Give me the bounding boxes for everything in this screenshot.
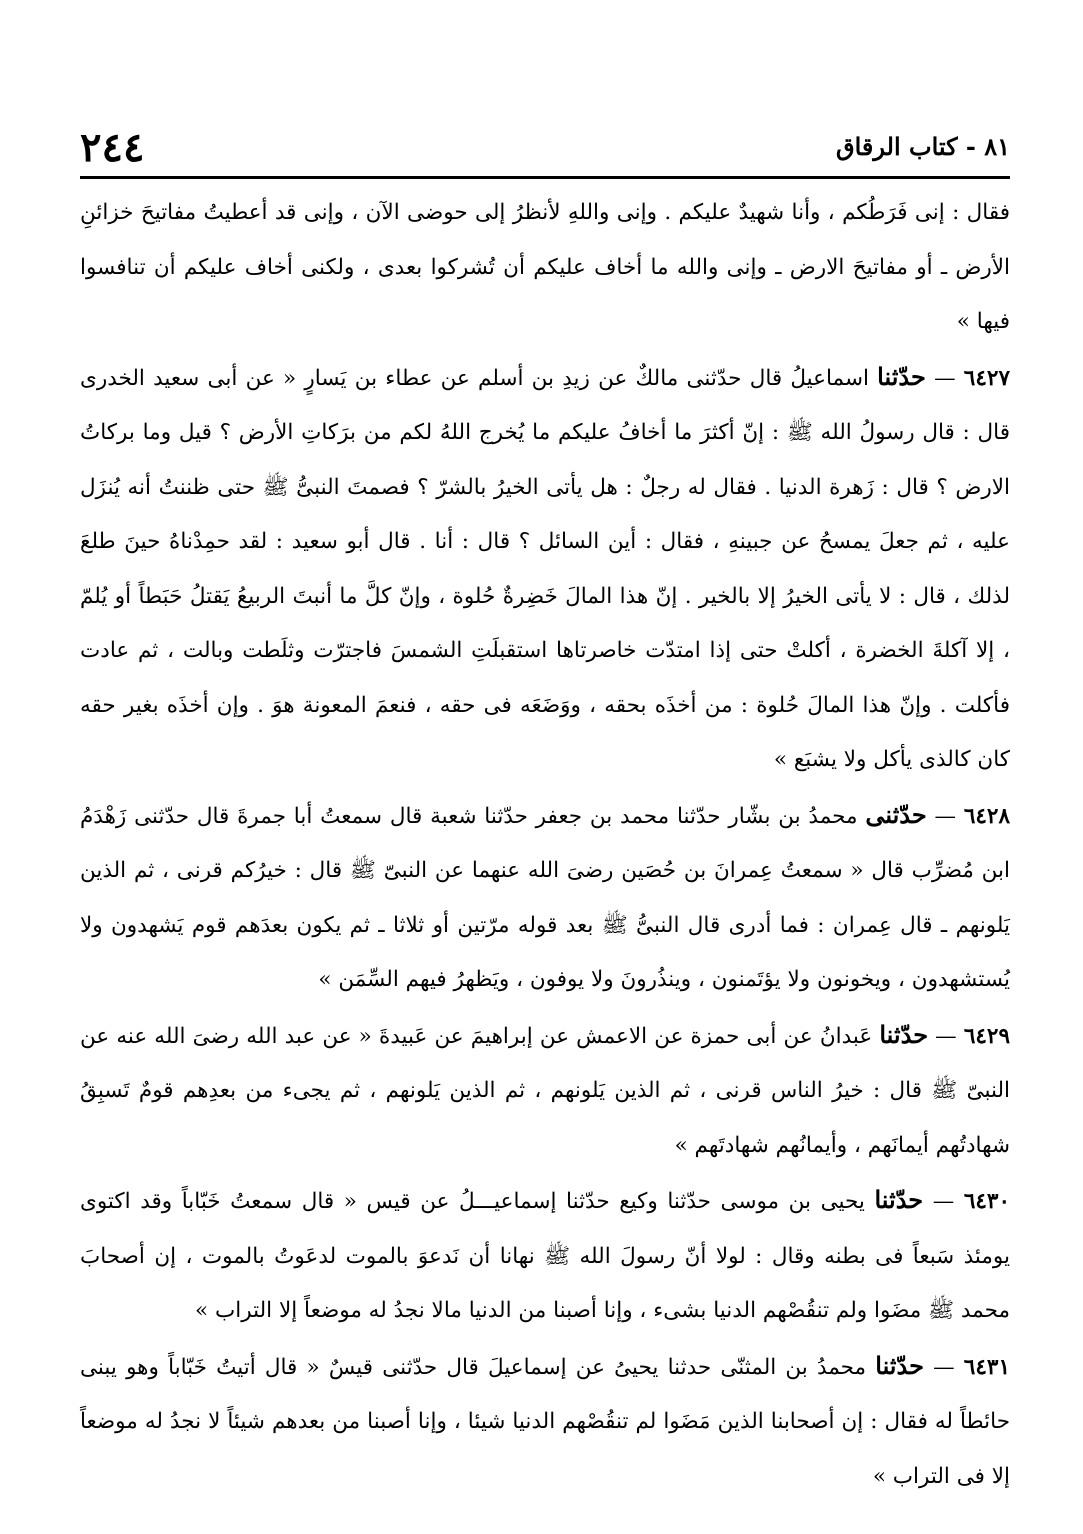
book-title: ٨١ - كتاب الرقاق [835,132,1010,161]
hadith-number: ٦٤٣١ [963,1354,1010,1380]
hadith-number: ٦٤٢٧ [963,365,1010,391]
hadith-6428: ٦٤٢٨ — حدّثنى محمدُ بن بشّار حدّثنا محمد بن جعفر حدّثنا شعبة قال سمعتُ أبا جمرةَ قال حدّثنى زَهْدَمُ ابن مُضرِّب قال « سمعتُ عِمرانَ بن حُصَين رضىَ الله عنهما عن النبىّ ﷺ قال : خيرُكم قرنى ، ثم الذين يَلونهم ـ قال عِمران : فما أدرى قال النبىُّ ﷺ بعد قوله مرّتين أو ثلاثا ـ ثم يكون بعدَهم قوم يَشهدون ولا يُستشهدون ، ويخونون ولا يؤتَمنون ، وينذُرونَ ولا يوفون ، ويَظهرُ فيهم السِّمَن » [80,799,1011,992]
paragraph-text: فقال : إنى فَرَطُكم ، وأنا شهيدٌ عليكم . وإنى واللهِ لأنظرُ إلى حوضى الآن ، وإنى قد أعطيتُ مفاتيحَ خزائنِ الأرض ـ أو مفاتيحَ الارض ـ وإنى والله ما أخاف عليكم أن تُشركوا بعدى ، ولكنى أخاف عليكم أن تنافسوا فيها » [80,200,1010,334]
hadith-6431: ٦٤٣١ — حدّثنا محمدُ بن المثنّى حدثنا يحيىُ عن إسماعيلَ قال حدّثنى قيسٌ « قال أتيتُ خَبّاباً وهو يبنى حائطاً له فقال : إن أصحابنا الذين مَضَوا لم تنقُصْهم الدنيا شيئا ، وإنا أصبنا من بعدهم شيئاً لا نجدُ له موضعاً إلا فى التراب » [80,1350,1010,1489]
hadith-opening: حدّثنى [865,799,927,829]
paragraph-text: محمدُ بن بشّار حدّثنا محمد بن جعفر حدّثنا شعبة قال سمعتُ أبا جمرةَ قال حدّثنى زَهْدَمُ ابن مُضرِّب قال « سمعتُ عِمرانَ بن حُصَين رضىَ الله عنهما عن النبىّ ﷺ قال : خيرُكم قرنى ، ثم الذين يَلونهم ـ قال عِمران : فما أدرى قال النبىُّ ﷺ بعد قوله مرّتين أو ثلاثا ـ ثم يكون بعدَهم قوم يَشهدون ولا يُستشهدون ، ويخونون ولا يؤتَمنون ، وينذُرونَ ولا يوفون ، ويَظهرُ فيهم السِّمَن » [80,803,1010,992]
paragraph-text: محمدُ بن المثنّى حدثنا يحيىُ عن إسماعيلَ قال حدّثنى قيسٌ « قال أتيتُ خَبّاباً وهو يبنى حائطاً له فقال : إن أصحابنا الذين مَضَوا لم تنقُصْهم الدنيا شيئا ، وإنا أصبنا من بعدهم شيئاً لا نجدُ له موضعاً إلا فى التراب » [80,1354,1010,1489]
hadith-opening: حدّثنا [874,1185,924,1214]
paragraph-text: عَبدانُ عن أبى حمزة عن الاعمش عن إبراهيمَ عن عَبيدةَ « عن عبد الله رضىَ الله عنه عن النبىّ ﷺ قال : خيرُ الناس قرنى ، ثم الذين يَلونهم ، ثم الذين يَلونهم ، ثم يجىء من بعدِهم قومٌ تَسبِقُ شهادتُهم أيمانَهم ، وأيمانُهم شهادتَهم » [80,1023,1010,1158]
hadith-opening: حدّثنا [879,1019,929,1049]
header-rule [80,176,1010,179]
page-header [80,120,1010,178]
hadith-6429: ٦٤٢٩ — حدّثنا عَبدانُ عن أبى حمزة عن الاعمش عن إبراهيمَ عن عَبيدةَ « عن عبد الله رضىَ الله عنه عن النبىّ ﷺ قال : خيرُ الناس قرنى ، ثم الذين يَلونهم ، ثم الذين يَلونهم ، ثم يجىء من بعدِهم قومٌ تَسبِقُ شهادتُهم أيمانَهم ، وأيمانُهم شهادتَهم » [80,1019,1011,1158]
hadith-number: ٦٤٢٩ [963,1023,1011,1049]
hadith-number: ٦٤٣٠ [963,1189,1011,1214]
page-number: ٢٤٤ [80,124,145,171]
document-page [80,120,1010,1504]
paragraph-text: اسماعيلُ قال حدّثنى مالكٌ عن زيدِ بن أسلم عن عطاء بن يَسارٍ « عن أبى سعيد الخدرى قال : قال رسولُ الله ﷺ : إنّ أكثرَ ما أخافُ عليكم ما يُخرج اللهُ لكم من برَكاتِ الأرض ؟ قيل وما بركاتُ الارض ؟ قال : زَهرة الدنيا . فقال له رجلٌ : هل يأتى الخيرُ بالشرّ ؟ فصمتَ النبىُّ ﷺ حتى ظننتُ أنه يُنزَل عليه ، ثم جعلَ يمسحُ عن جبينهِ ، فقال : أين السائل ؟ قال : أنا . قال أبو سعيد : لقد حمِدْناهُ حينَ طلعَ لذلك ، قال : لا يأتى الخيرُ إلا بالخير . إنّ هذا المالَ خَضِرةٌ حُلوة ، وإنّ كلَّ ما أنبتَ الربيعُ يَقتلُ حَبَطاً أو يُلمّ ، إلا آكلةَ الخضرة ، أكلتْ حتى إذا امتدّت خاصرتاها استقبلَتِ الشمسَ فاجترّت وثلَطت وبالت ، ثم عادت فأكلت . وإنّ هذا المالَ حُلوة : من أخذَه بحقه ، ووَضَعَه فى حقه ، فنعمَ المعونة هوَ . وإن أخذَه بغير حقه كان كالذى يأكل ولا يشبَع » [80,365,1010,772]
hadith-6427: ٦٤٢٧ — حدّثنا اسماعيلُ قال حدّثنى مالكٌ عن زيدِ بن أسلم عن عطاء بن يَسارٍ « عن أبى سعيد الخدرى قال : قال رسولُ الله ﷺ : إنّ أكثرَ ما أخافُ عليكم ما يُخرج اللهُ لكم من برَكاتِ الأرض ؟ قيل وما بركاتُ الارض ؟ قال : زَهرة الدنيا . فقال له رجلٌ : هل يأتى الخيرُ بالشرّ ؟ فصمتَ النبىُّ ﷺ حتى ظننتُ أنه يُنزَل عليه ، ثم جعلَ يمسحُ عن جبينهِ ، فقال : أين السائل ؟ قال : أنا . قال أبو سعيد : لقد حمِدْناهُ حينَ طلعَ لذلك ، قال : لا يأتى الخيرُ إلا بالخير . إنّ هذا المالَ خَضِرةٌ حُلوة ، وإنّ كلَّ ما أنبتَ الربيعُ يَقتلُ حَبَطاً أو يُلمّ ، إلا آكلةَ الخضرة ، أكلتْ حتى إذا امتدّت خاصرتاها استقبلَتِ الشمسَ فاجترّت وثلَطت وبالت ، ثم عادت فأكلت . وإنّ هذا المالَ حُلوة : من أخذَه بحقه ، ووَضَعَه فى حقه ، فنعمَ المعونة هوَ . وإن أخذَه بغير حقه كان كالذى يأكل ولا يشبَع » [80,361,1010,772]
page-content [80,186,1010,1504]
hadith-6430: ٦٤٣٠ — حدّثنا يحيى بن موسى حدّثنا وكيع حدّثنا إسماعيـــلُ عن قيس « قال سمعتُ خَبّاباً وقد اكتوى يومئذ سَبعاً فى بطنه وقال : لولا أنّ رسولَ الله ﷺ نهانا أن نَدعوَ بالموت لدعَوتُ بالموت ، إن أصحابَ محمد ﷺ مضَوا ولم تنقُصْهم الدنيا بشىء ، وإنا أصبنا من الدنيا مالا نجدُ له موضعاً إلا التراب » [80,1185,1011,1323]
hadith-number: ٦٤٢٨ [963,803,1011,829]
hadith-opening: حدّثنا [877,361,926,391]
paragraph-text: يحيى بن موسى حدّثنا وكيع حدّثنا إسماعيـــلُ عن قيس « قال سمعتُ خَبّاباً وقد اكتوى يومئذ سَبعاً فى بطنه وقال : لولا أنّ رسولَ الله ﷺ نهانا أن نَدعوَ بالموت لدعَوتُ بالموت ، إن أصحابَ محمد ﷺ مضَوا ولم تنقُصْهم الدنيا بشىء ، وإنا أصبنا من الدنيا مالا نجدُ له موضعاً إلا التراب » [80,1189,1010,1323]
hadith-opening: حدّثنا [875,1350,924,1380]
paragraph-continuation [80,186,1010,350]
